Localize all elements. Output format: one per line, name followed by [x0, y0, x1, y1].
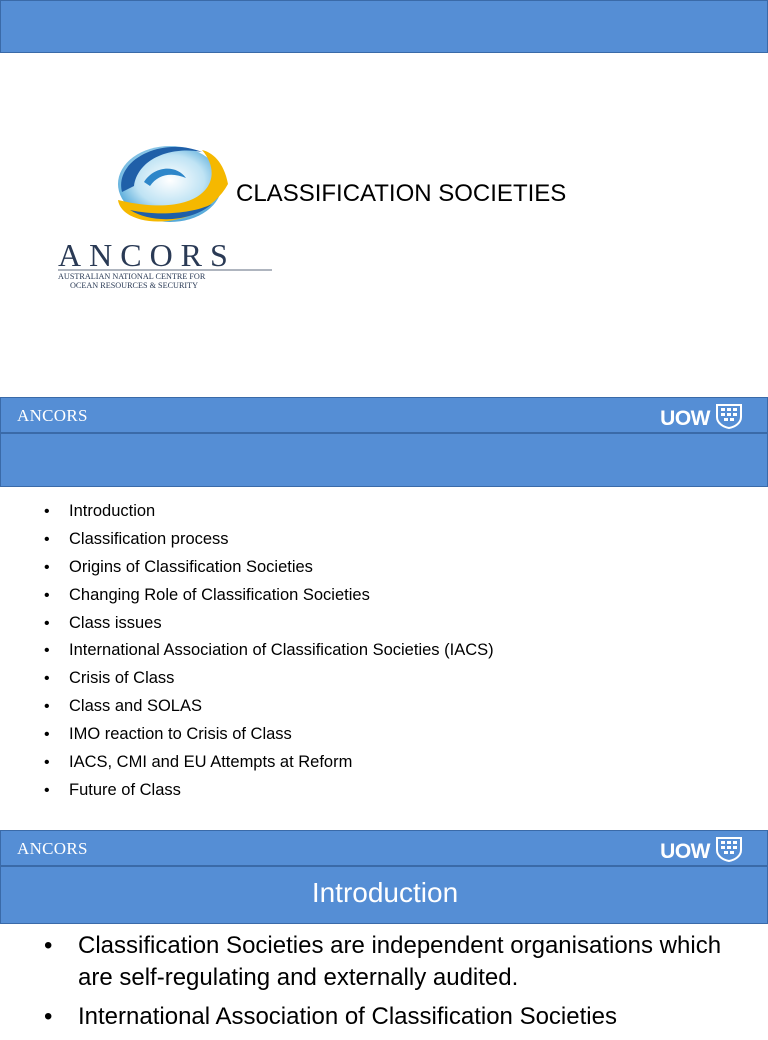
uow-logo [660, 403, 743, 434]
uow-crest-icon [715, 403, 743, 434]
slide-header-bar [0, 866, 768, 924]
list-item: • Class issues [44, 610, 494, 638]
list-item: • IACS, CMI and EU Attempts at Reform [44, 749, 494, 777]
list-item: • IMO reaction to Crisis of Class [44, 721, 494, 749]
logo-subtitle-2: OCEAN RESOURCES & SECURITY [70, 281, 199, 290]
uow-text: UOW [660, 406, 710, 430]
outline-list [44, 498, 494, 805]
ancors-logo [52, 140, 280, 292]
slide-footer-bar [0, 397, 768, 433]
footer-label: ANCORS [17, 839, 88, 858]
slide-title: Introduction [311, 877, 459, 908]
uow-text: UOW [660, 839, 710, 863]
slide-title: CLASSIFICATION SOCIETIES [236, 180, 567, 207]
uow-logo [660, 836, 743, 867]
slide-footer-bar [0, 830, 768, 866]
list-item: • Classification Societies are independent organisations which are self-regulating and externally audited. [44, 930, 744, 994]
list-item: • Changing Role of Classification Societies [44, 582, 494, 610]
list-item: • International Association of Classification Societies (IACS) [44, 637, 494, 665]
list-item: • Future of Class [44, 777, 494, 805]
slide-top-bar [0, 0, 768, 53]
logo-wordmark: ANCORS [58, 237, 236, 273]
uow-crest-icon [715, 836, 743, 867]
list-item: • Crisis of Class [44, 665, 494, 693]
list-item: • Introduction [44, 498, 494, 526]
logo-subtitle-1: AUSTRALIAN NATIONAL CENTRE FOR [58, 272, 206, 281]
list-item: • Classification process [44, 526, 494, 554]
footer-label: ANCORS [17, 406, 88, 425]
list-item: • Class and SOLAS [44, 693, 494, 721]
slide-header-bar [0, 433, 768, 487]
list-item: • International Association of Classification Societies [44, 1001, 744, 1033]
list-item: • Origins of Classification Societies [44, 554, 494, 582]
